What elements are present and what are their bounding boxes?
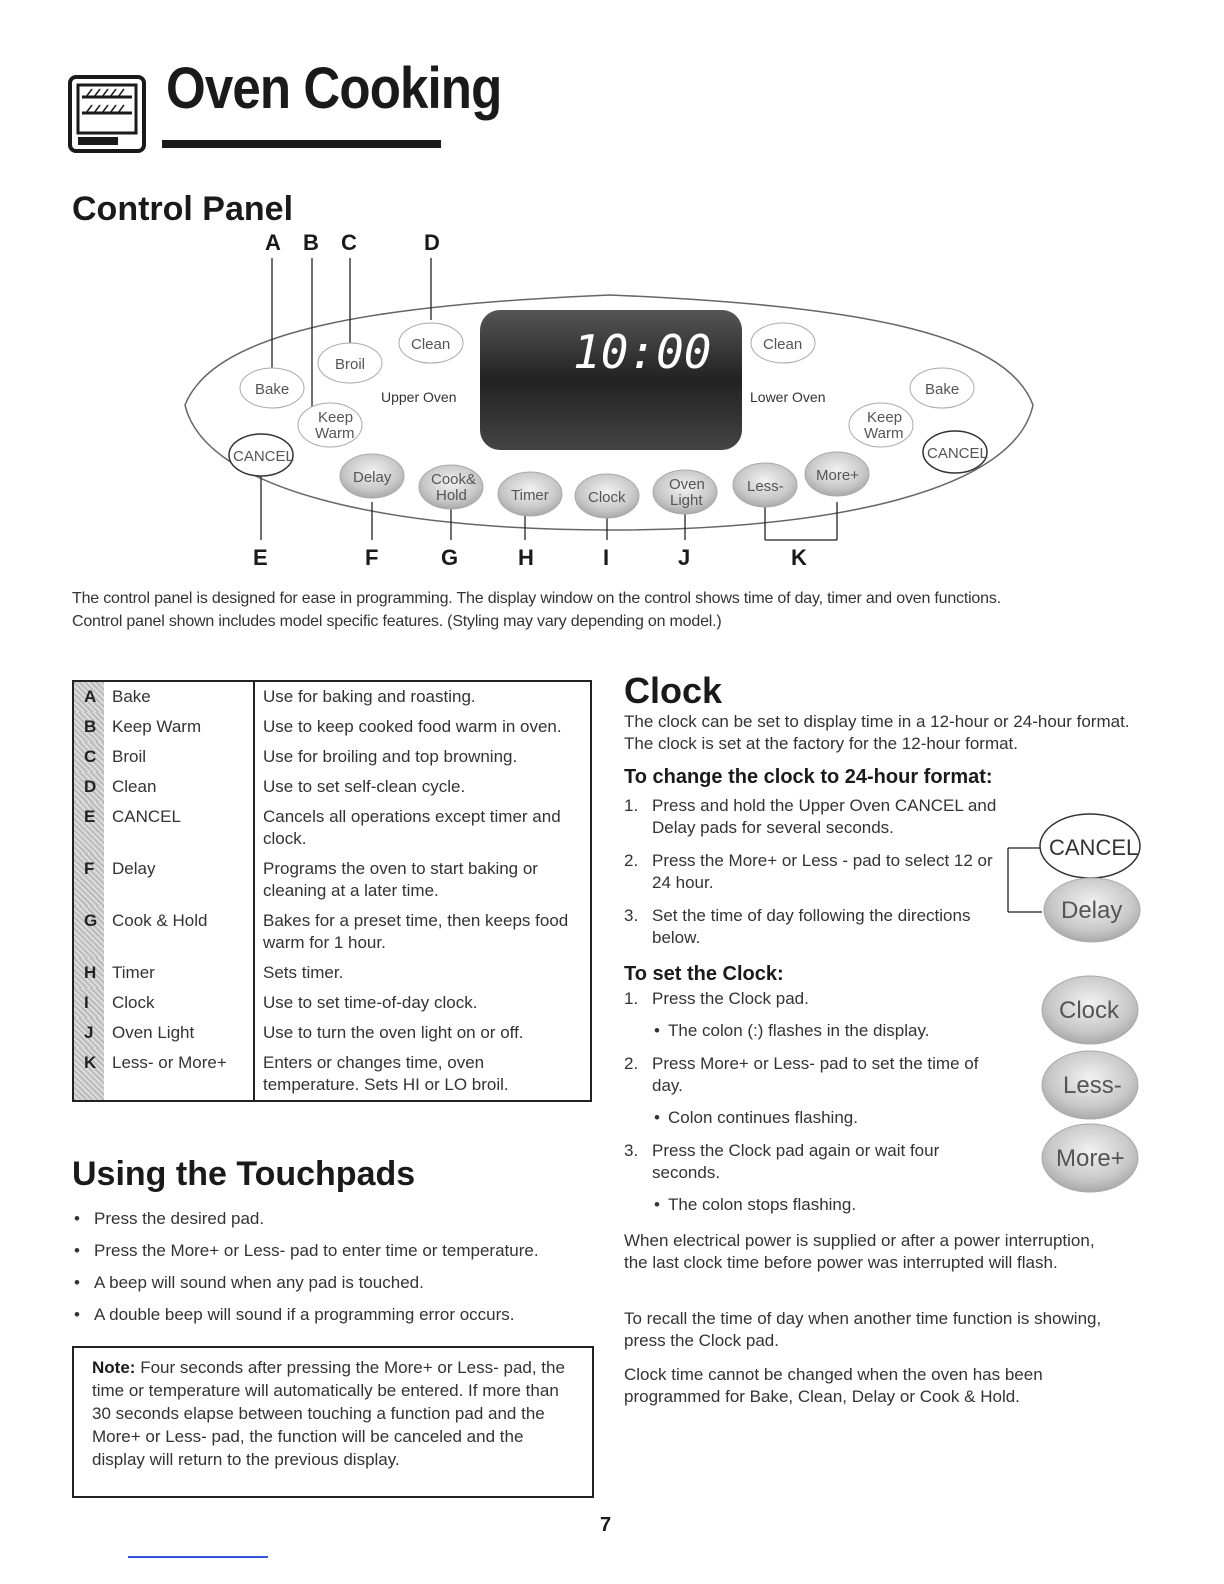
touchpads-heading: Using the Touchpads: [72, 1155, 416, 1193]
table-row: [74, 802, 590, 854]
pad-clean-upper: Clean: [411, 336, 451, 353]
table-cell-letter: H: [74, 958, 104, 988]
clock-pad-illustration: [1000, 800, 1160, 1200]
pad-keep-lower: Keep: [867, 409, 903, 426]
callout-i: I: [603, 545, 610, 570]
table-cell-name: Delay: [104, 854, 254, 906]
clock-set-subheading: To set the Clock:: [624, 963, 784, 985]
table-cell-desc: Use for baking and roasting.: [263, 687, 476, 706]
table-cell-name: Broil: [104, 742, 254, 772]
table-cell-name: Clean: [104, 772, 254, 802]
footer-rule: [128, 1556, 268, 1558]
clock-24h-steps: [624, 795, 1004, 960]
clock-24h-subheading: To change the clock to 24-hour format:: [624, 766, 993, 788]
pad-keep-upper: Keep: [318, 409, 354, 426]
table-row: [74, 906, 590, 958]
pad-light: Light: [670, 492, 703, 509]
note-box: [72, 1346, 594, 1498]
table-cell-letter: G: [74, 906, 104, 958]
table-row: [74, 1018, 590, 1048]
table-cell-letter: C: [74, 742, 104, 772]
table-cell-desc: Sets timer.: [263, 963, 344, 982]
table-row: [74, 742, 590, 772]
intro-line-1: The control panel is designed for ease in programming. The display window on the control shows time of day, timer and oven functions.: [72, 590, 1001, 607]
intro-line-2: Control panel shown includes model specific features. (Styling may vary depending on model.): [72, 613, 722, 630]
table-row: [74, 1048, 590, 1100]
callout-g: G: [441, 545, 459, 570]
table-row: [74, 772, 590, 802]
pad-cancel-lower: CANCEL: [927, 445, 988, 462]
table-cell-name: Bake: [104, 682, 254, 712]
list-item: • A beep will sound when any pad is touched.: [72, 1272, 602, 1294]
list-item: 2. Press More+ or Less- pad to set the time of day. • Colon continues flashing.: [624, 1053, 1004, 1129]
list-item: 1. Press the Clock pad. • The colon (:) flashes in the display.: [624, 988, 1004, 1042]
touchpads-list: [72, 1208, 602, 1336]
callout-d: D: [424, 230, 440, 255]
oven-icon: [68, 75, 146, 153]
pad-cancel-upper: CANCEL: [233, 448, 294, 465]
side-pad-more: More+: [1056, 1145, 1125, 1172]
pad-reference-table: [72, 680, 592, 1102]
pad-oven: Oven: [669, 476, 705, 493]
table-cell-desc: Use to turn the oven light on or off.: [263, 1023, 524, 1042]
table-cell-letter: B: [74, 712, 104, 742]
list-item: 1. Press and hold the Upper Oven CANCEL and Delay pads for several seconds.: [624, 796, 997, 837]
table-row: [74, 854, 590, 906]
clock-para-recall: To recall the time of day when another time function is showing, press the Clock pad.: [624, 1309, 1102, 1350]
table-cell-letter: J: [74, 1018, 104, 1048]
table-cell-letter: I: [74, 988, 104, 1018]
table-cell-desc: Cancels all operations except timer and clock.: [263, 807, 561, 848]
pad-warm-upper: Warm: [315, 425, 355, 442]
note-text: Four seconds after pressing the More+ or Less- pad, the time or temperature will automatically be entered. If more than 30 seconds elapse between touching a function pad and the More+ or Less- pad, the function will be canceled and the display will return to the previous display.: [92, 1358, 565, 1469]
pad-delay: Delay: [353, 469, 392, 486]
lower-oven-label: Lower Oven: [750, 389, 826, 405]
control-panel-heading: Control Panel: [72, 190, 294, 228]
table-cell-desc: Use to keep cooked food warm in oven.: [263, 717, 562, 736]
table-cell-letter: F: [74, 854, 104, 906]
pad-warm-lower: Warm: [864, 425, 904, 442]
table-row: [74, 712, 590, 742]
page-title: Oven Cooking: [166, 56, 502, 121]
list-item: • Press the More+ or Less- pad to enter time or temperature.: [72, 1240, 602, 1262]
table-cell-letter: D: [74, 772, 104, 802]
table-cell-name: Less- or More+: [104, 1048, 254, 1100]
side-pad-clock: Clock: [1059, 997, 1120, 1024]
table-row: [74, 958, 590, 988]
side-pad-less: Less-: [1063, 1072, 1122, 1099]
clock-intro: The clock can be set to display time in a 12-hour or 24-hour format. The clock is set at the factory for the 12-hour format.: [624, 712, 1130, 753]
side-pad-cancel: CANCEL: [1049, 835, 1139, 860]
pad-more: More+: [816, 467, 859, 484]
list-item: • A double beep will sound if a programming error occurs.: [72, 1304, 602, 1326]
callout-k: K: [791, 545, 807, 570]
pad-cook: Cook&: [431, 471, 477, 488]
table-cell-desc: Use for broiling and top browning.: [263, 747, 518, 766]
table-cell-letter: K: [74, 1048, 104, 1100]
table-cell-desc: Use to set self-clean cycle.: [263, 777, 466, 796]
callout-j: J: [678, 545, 691, 570]
control-panel-diagram: [175, 230, 1045, 575]
callout-h: H: [518, 545, 534, 570]
table-cell-desc: Enters or changes time, oven temperature. Sets HI or LO broil.: [263, 1053, 509, 1094]
table-cell-letter: A: [74, 682, 104, 712]
upper-oven-label: Upper Oven: [381, 389, 457, 405]
note-label: Note:: [92, 1358, 136, 1377]
side-pad-delay: Delay: [1061, 897, 1123, 924]
page-number: 7: [600, 1514, 612, 1536]
display-time: 10:00: [573, 325, 712, 379]
callout-c: C: [341, 230, 357, 255]
pad-bake-upper: Bake: [255, 381, 290, 398]
pad-bake-lower: Bake: [925, 381, 960, 398]
clock-heading: Clock: [624, 670, 723, 711]
table-cell-desc: Bakes for a preset time, then keeps food warm for 1 hour.: [263, 911, 569, 952]
pad-clock: Clock: [588, 489, 626, 506]
callout-f: F: [365, 545, 379, 570]
callout-b: B: [303, 230, 319, 255]
clock-para-power: When electrical power is supplied or after a power interruption, the last clock time before power was interrupted will flash.: [624, 1231, 1095, 1272]
pad-timer: Timer: [511, 487, 549, 504]
clock-set-steps: [624, 988, 1004, 1227]
clock-para-locked: Clock time cannot be changed when the oven has been programmed for Bake, Clean, Delay or Cook & Hold.: [624, 1365, 1043, 1406]
table-cell-name: Keep Warm: [104, 712, 254, 742]
title-rule: [162, 140, 441, 148]
list-item: 3. Press the Clock pad again or wait four seconds. • The colon stops flashing.: [624, 1140, 1004, 1216]
table-cell-name: Timer: [104, 958, 254, 988]
pad-broil-upper: Broil: [335, 356, 366, 373]
table-cell-letter: E: [74, 802, 104, 854]
pad-less: Less-: [747, 478, 784, 495]
table-cell-name: Cook & Hold: [104, 906, 254, 958]
table-cell-name: CANCEL: [104, 802, 254, 854]
callout-e: E: [253, 545, 268, 570]
table-cell-name: Oven Light: [104, 1018, 254, 1048]
list-item: 3. Set the time of day following the directions below.: [624, 906, 971, 947]
callout-a: A: [265, 230, 281, 255]
table-row: [74, 682, 590, 712]
list-item: • Press the desired pad.: [72, 1208, 602, 1230]
pad-hold: Hold: [436, 487, 467, 504]
pad-clean-lower: Clean: [763, 336, 803, 353]
table-row: [74, 988, 590, 1018]
table-cell-desc: Use to set time-of-day clock.: [263, 993, 478, 1012]
control-panel-intro: [72, 587, 1162, 633]
table-cell-name: Clock: [104, 988, 254, 1018]
list-item: 2. Press the More+ or Less - pad to select 12 or 24 hour.: [624, 851, 993, 892]
table-cell-desc: Programs the oven to start baking or cleaning at a later time.: [263, 859, 538, 900]
